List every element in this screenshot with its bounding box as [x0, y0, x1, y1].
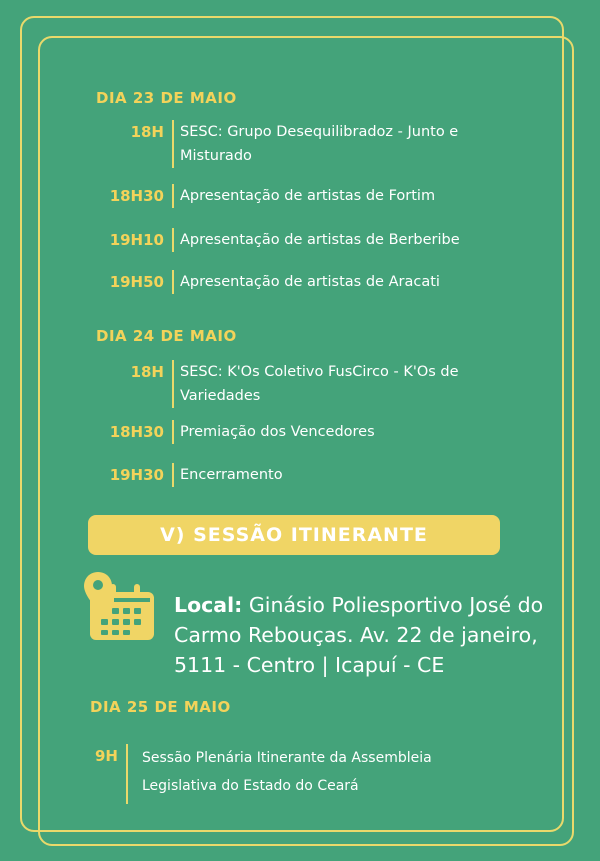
schedule-desc: Apresentação de artistas de Aracati [180, 274, 440, 290]
calendar-location-icon [84, 570, 162, 644]
schedule-desc: Encerramento [180, 467, 283, 483]
schedule-time: 9H [95, 747, 118, 765]
schedule-item [90, 744, 502, 804]
location-label: Local: [174, 593, 243, 617]
schedule-item [96, 270, 510, 294]
schedule-time: 18H [130, 123, 164, 141]
location-text [174, 590, 554, 680]
section-title: V) SESSÃO ITINERANTE [160, 524, 428, 546]
schedule-item [96, 360, 510, 408]
schedule-time: 19H10 [109, 231, 164, 249]
schedule-item [96, 420, 510, 444]
schedule-time: 19H50 [109, 273, 164, 291]
day-title: DIA 25 DE MAIO [90, 698, 231, 716]
schedule-desc: Sessão Plenária Itinerante da Assembleia Legislativa do Estado do Ceará [142, 750, 432, 794]
schedule-time: 18H30 [109, 187, 164, 205]
schedule-time: 18H [130, 363, 164, 381]
location-address: Ginásio Poliesportivo José do Carmo Rebouças. Av. 22 de janeiro, 5111 - Centro | Icapuí - CE [174, 593, 544, 677]
day-title: DIA 23 DE MAIO [96, 89, 237, 107]
schedule-item [96, 463, 510, 487]
schedule-item [96, 184, 510, 208]
day-title: DIA 24 DE MAIO [96, 327, 237, 345]
schedule-desc: Premiação dos Vencedores [180, 424, 375, 440]
section-banner [88, 515, 500, 555]
schedule-item [96, 120, 510, 168]
schedule-desc: Apresentação de artistas de Berberibe [180, 232, 460, 248]
schedule-desc: SESC: Grupo Desequilibradoz - Junto e Misturado [180, 124, 459, 164]
schedule-desc: Apresentação de artistas de Fortim [180, 188, 436, 204]
schedule-desc: SESC: K'Os Coletivo FusCirco - K'Os de Variedades [180, 364, 459, 404]
schedule-item [96, 228, 510, 252]
schedule-time: 19H30 [109, 466, 164, 484]
schedule-time: 18H30 [109, 423, 164, 441]
